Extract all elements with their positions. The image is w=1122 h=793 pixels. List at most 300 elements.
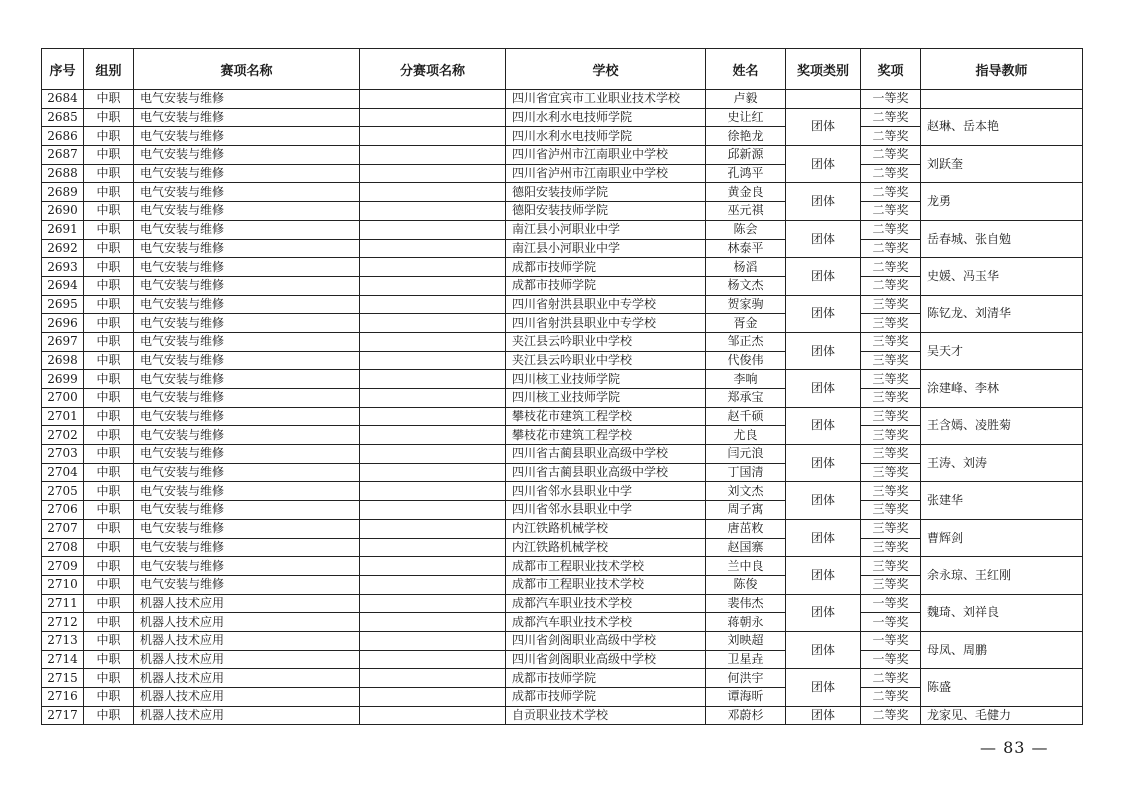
cell-name: 卫星垚 [706, 650, 786, 669]
table-row [42, 594, 1083, 613]
cell-group: 中职 [84, 202, 134, 221]
cell-group: 中职 [84, 276, 134, 295]
cell-event: 机器人技术应用 [134, 650, 360, 669]
cell-index: 2710 [42, 575, 84, 594]
cell-award: 二等奖 [861, 164, 921, 183]
cell-award: 二等奖 [861, 669, 921, 688]
cell-school: 成都市技师学院 [506, 276, 706, 295]
cell-name: 杨文杰 [706, 276, 786, 295]
cell-group: 中职 [84, 90, 134, 109]
cell-school: 夹江县云吟职业中学校 [506, 351, 706, 370]
cell-name: 代俊伟 [706, 351, 786, 370]
cell-sub-event [360, 146, 506, 165]
cell-name: 贺家驹 [706, 295, 786, 314]
cell-sub-event [360, 688, 506, 707]
cell-teacher: 母凤、周鹏 [921, 631, 1083, 668]
cell-sub-event [360, 389, 506, 408]
cell-teacher: 王含嫣、凌胜菊 [921, 407, 1083, 444]
cell-event: 机器人技术应用 [134, 688, 360, 707]
cell-name: 裴伟杰 [706, 594, 786, 613]
cell-award-category [786, 90, 861, 109]
cell-award: 二等奖 [861, 258, 921, 277]
cell-event: 电气安装与维修 [134, 389, 360, 408]
cell-school: 夹江县云吟职业中学校 [506, 332, 706, 351]
cell-event: 电气安装与维修 [134, 445, 360, 464]
cell-sub-event [360, 164, 506, 183]
cell-award: 三等奖 [861, 501, 921, 520]
cell-group: 中职 [84, 332, 134, 351]
cell-school: 四川省射洪县职业中专学校 [506, 314, 706, 333]
cell-index: 2713 [42, 631, 84, 650]
cell-name: 蒋朝永 [706, 613, 786, 632]
table-row [42, 445, 1083, 464]
cell-award: 二等奖 [861, 202, 921, 221]
cell-teacher: 魏琦、刘祥良 [921, 594, 1083, 631]
cell-award: 三等奖 [861, 295, 921, 314]
cell-group: 中职 [84, 351, 134, 370]
cell-group: 中职 [84, 575, 134, 594]
cell-sub-event [360, 295, 506, 314]
cell-group: 中职 [84, 669, 134, 688]
cell-name: 卢毅 [706, 90, 786, 109]
cell-name: 兰中良 [706, 557, 786, 576]
table-row [42, 258, 1083, 277]
cell-event: 机器人技术应用 [134, 631, 360, 650]
cell-award: 三等奖 [861, 445, 921, 464]
cell-school: 四川省剑阁职业高级中学校 [506, 631, 706, 650]
cell-sub-event [360, 239, 506, 258]
cell-sub-event [360, 183, 506, 202]
cell-school: 四川水利水电技师学院 [506, 108, 706, 127]
cell-group: 中职 [84, 258, 134, 277]
cell-group: 中职 [84, 426, 134, 445]
cell-sub-event [360, 351, 506, 370]
cell-group: 中职 [84, 164, 134, 183]
cell-name: 赵国寨 [706, 538, 786, 557]
cell-event: 电气安装与维修 [134, 295, 360, 314]
cell-name: 闫元浪 [706, 445, 786, 464]
cell-name: 谭海昕 [706, 688, 786, 707]
cell-event: 电气安装与维修 [134, 557, 360, 576]
cell-group: 中职 [84, 314, 134, 333]
cell-award: 三等奖 [861, 370, 921, 389]
table-row [42, 108, 1083, 127]
cell-award: 二等奖 [861, 146, 921, 165]
cell-sub-event [360, 220, 506, 239]
cell-group: 中职 [84, 631, 134, 650]
cell-sub-event [360, 613, 506, 632]
header-row [42, 49, 1083, 90]
cell-event: 电气安装与维修 [134, 501, 360, 520]
cell-event: 电气安装与维修 [134, 164, 360, 183]
cell-index: 2714 [42, 650, 84, 669]
cell-school: 四川省宜宾市工业职业技术学校 [506, 90, 706, 109]
cell-event: 电气安装与维修 [134, 370, 360, 389]
cell-group: 中职 [84, 501, 134, 520]
header-cell-school: 学校 [506, 49, 706, 90]
cell-award: 二等奖 [861, 276, 921, 295]
cell-teacher: 曹辉剑 [921, 519, 1083, 556]
cell-award-category: 团体 [786, 557, 861, 594]
cell-event: 电气安装与维修 [134, 426, 360, 445]
cell-name: 唐茁敉 [706, 519, 786, 538]
header-cell-teacher: 指导教师 [921, 49, 1083, 90]
cell-index: 2712 [42, 613, 84, 632]
cell-school: 四川省泸州市江南职业中学校 [506, 146, 706, 165]
cell-sub-event [360, 501, 506, 520]
cell-school: 内江铁路机械学校 [506, 538, 706, 557]
cell-award: 三等奖 [861, 463, 921, 482]
cell-name: 邓蔚杉 [706, 706, 786, 725]
cell-award: 二等奖 [861, 183, 921, 202]
header-cell-award-category: 奖项类别 [786, 49, 861, 90]
cell-index: 2692 [42, 239, 84, 258]
table-row [42, 631, 1083, 650]
cell-teacher: 岳春城、张自勉 [921, 220, 1083, 257]
cell-sub-event [360, 557, 506, 576]
cell-index: 2698 [42, 351, 84, 370]
cell-sub-event [360, 631, 506, 650]
table-row [42, 706, 1083, 725]
cell-event: 电气安装与维修 [134, 220, 360, 239]
cell-award-category: 团体 [786, 146, 861, 183]
cell-group: 中职 [84, 463, 134, 482]
cell-teacher: 余永琼、王红刚 [921, 557, 1083, 594]
cell-index: 2694 [42, 276, 84, 295]
cell-event: 电气安装与维修 [134, 90, 360, 109]
cell-teacher: 涂建峰、李林 [921, 370, 1083, 407]
cell-sub-event [360, 482, 506, 501]
cell-school: 四川水利水电技师学院 [506, 127, 706, 146]
cell-index: 2715 [42, 669, 84, 688]
cell-event: 机器人技术应用 [134, 613, 360, 632]
header-cell-event: 赛项名称 [134, 49, 360, 90]
cell-sub-event [360, 258, 506, 277]
cell-group: 中职 [84, 706, 134, 725]
cell-award: 三等奖 [861, 332, 921, 351]
cell-award-category: 团体 [786, 183, 861, 220]
table-row [42, 519, 1083, 538]
cell-award: 三等奖 [861, 407, 921, 426]
cell-name: 李响 [706, 370, 786, 389]
cell-index: 2703 [42, 445, 84, 464]
cell-index: 2691 [42, 220, 84, 239]
cell-award: 三等奖 [861, 351, 921, 370]
cell-school: 自贡职业技术学校 [506, 706, 706, 725]
header-cell-group: 组别 [84, 49, 134, 90]
cell-school: 四川省古蔺县职业高级中学校 [506, 463, 706, 482]
cell-award: 二等奖 [861, 688, 921, 707]
cell-sub-event [360, 90, 506, 109]
cell-award-category: 团体 [786, 445, 861, 482]
cell-school: 四川省邻水县职业中学 [506, 482, 706, 501]
cell-sub-event [360, 463, 506, 482]
header-cell-name: 姓名 [706, 49, 786, 90]
cell-school: 四川省邻水县职业中学 [506, 501, 706, 520]
cell-index: 2687 [42, 146, 84, 165]
cell-name: 胥金 [706, 314, 786, 333]
cell-school: 成都汽车职业技术学校 [506, 594, 706, 613]
cell-sub-event [360, 669, 506, 688]
cell-school: 成都汽车职业技术学校 [506, 613, 706, 632]
cell-sub-event [360, 575, 506, 594]
cell-award: 一等奖 [861, 613, 921, 632]
cell-index: 2708 [42, 538, 84, 557]
cell-school: 内江铁路机械学校 [506, 519, 706, 538]
cell-name: 林泰平 [706, 239, 786, 258]
cell-index: 2707 [42, 519, 84, 538]
cell-award: 三等奖 [861, 519, 921, 538]
cell-event: 电气安装与维修 [134, 239, 360, 258]
cell-name: 陈会 [706, 220, 786, 239]
cell-award-category: 团体 [786, 519, 861, 556]
cell-award-category: 团体 [786, 706, 861, 725]
cell-event: 电气安装与维修 [134, 258, 360, 277]
cell-sub-event [360, 519, 506, 538]
cell-award-category: 团体 [786, 220, 861, 257]
cell-group: 中职 [84, 146, 134, 165]
cell-name: 巫元祺 [706, 202, 786, 221]
cell-sub-event [360, 314, 506, 333]
cell-award-category: 团体 [786, 669, 861, 706]
cell-group: 中职 [84, 519, 134, 538]
cell-school: 四川省剑阁职业高级中学校 [506, 650, 706, 669]
cell-event: 电气安装与维修 [134, 127, 360, 146]
cell-award: 一等奖 [861, 90, 921, 109]
cell-name: 赵千硕 [706, 407, 786, 426]
cell-name: 丁国清 [706, 463, 786, 482]
cell-index: 2689 [42, 183, 84, 202]
table-row [42, 90, 1083, 109]
cell-teacher: 陈盛 [921, 669, 1083, 706]
cell-event: 机器人技术应用 [134, 669, 360, 688]
cell-name: 杨滔 [706, 258, 786, 277]
table-row [42, 220, 1083, 239]
cell-event: 电气安装与维修 [134, 108, 360, 127]
cell-group: 中职 [84, 295, 134, 314]
cell-sub-event [360, 276, 506, 295]
cell-group: 中职 [84, 389, 134, 408]
cell-award: 二等奖 [861, 127, 921, 146]
table-row [42, 482, 1083, 501]
cell-school: 成都市工程职业技术学校 [506, 575, 706, 594]
cell-group: 中职 [84, 482, 134, 501]
cell-group: 中职 [84, 594, 134, 613]
cell-award-category: 团体 [786, 258, 861, 295]
cell-group: 中职 [84, 220, 134, 239]
cell-award: 三等奖 [861, 557, 921, 576]
header-cell-index: 序号 [42, 49, 84, 90]
cell-sub-event [360, 426, 506, 445]
cell-school: 四川省泸州市江南职业中学校 [506, 164, 706, 183]
cell-index: 2699 [42, 370, 84, 389]
cell-award-category: 团体 [786, 332, 861, 369]
cell-event: 电气安装与维修 [134, 183, 360, 202]
cell-event: 机器人技术应用 [134, 706, 360, 725]
cell-award-category: 团体 [786, 594, 861, 631]
cell-award: 一等奖 [861, 650, 921, 669]
cell-award: 三等奖 [861, 538, 921, 557]
cell-event: 电气安装与维修 [134, 575, 360, 594]
cell-event: 电气安装与维修 [134, 463, 360, 482]
cell-teacher: 史媛、冯玉华 [921, 258, 1083, 295]
cell-name: 邱新源 [706, 146, 786, 165]
cell-award: 二等奖 [861, 239, 921, 258]
cell-index: 2706 [42, 501, 84, 520]
cell-index: 2688 [42, 164, 84, 183]
cell-name: 周子寓 [706, 501, 786, 520]
cell-name: 孔鸿平 [706, 164, 786, 183]
cell-event: 电气安装与维修 [134, 332, 360, 351]
cell-index: 2717 [42, 706, 84, 725]
cell-index: 2690 [42, 202, 84, 221]
cell-award: 一等奖 [861, 631, 921, 650]
cell-name: 刘映超 [706, 631, 786, 650]
cell-sub-event [360, 332, 506, 351]
cell-school: 四川省射洪县职业中专学校 [506, 295, 706, 314]
cell-name: 邹正杰 [706, 332, 786, 351]
cell-school: 攀枝花市建筑工程学校 [506, 407, 706, 426]
cell-index: 2693 [42, 258, 84, 277]
table-row [42, 669, 1083, 688]
cell-name: 何洪宇 [706, 669, 786, 688]
cell-sub-event [360, 108, 506, 127]
cell-event: 电气安装与维修 [134, 202, 360, 221]
cell-teacher: 刘跃奎 [921, 146, 1083, 183]
cell-index: 2686 [42, 127, 84, 146]
cell-index: 2701 [42, 407, 84, 426]
cell-group: 中职 [84, 183, 134, 202]
page-number: — 83 — [980, 738, 1049, 757]
cell-sub-event [360, 127, 506, 146]
table-row [42, 146, 1083, 165]
cell-sub-event [360, 706, 506, 725]
cell-index: 2697 [42, 332, 84, 351]
table-body [42, 90, 1083, 725]
cell-name: 陈俊 [706, 575, 786, 594]
cell-award: 二等奖 [861, 108, 921, 127]
cell-teacher: 龙家见、毛健力 [921, 706, 1083, 725]
cell-school: 南江县小河职业中学 [506, 220, 706, 239]
cell-award-category: 团体 [786, 482, 861, 519]
cell-teacher: 张建华 [921, 482, 1083, 519]
cell-name: 刘文杰 [706, 482, 786, 501]
table-row [42, 407, 1083, 426]
cell-school: 成都市技师学院 [506, 258, 706, 277]
cell-group: 中职 [84, 108, 134, 127]
cell-event: 机器人技术应用 [134, 594, 360, 613]
cell-name: 徐艳龙 [706, 127, 786, 146]
cell-index: 2716 [42, 688, 84, 707]
cell-index: 2685 [42, 108, 84, 127]
cell-index: 2709 [42, 557, 84, 576]
table-row [42, 183, 1083, 202]
cell-award-category: 团体 [786, 295, 861, 332]
cell-sub-event [360, 594, 506, 613]
cell-index: 2704 [42, 463, 84, 482]
cell-index: 2695 [42, 295, 84, 314]
cell-group: 中职 [84, 407, 134, 426]
cell-index: 2702 [42, 426, 84, 445]
cell-award-category: 团体 [786, 370, 861, 407]
table-row [42, 332, 1083, 351]
cell-sub-event [360, 407, 506, 426]
cell-school: 南江县小河职业中学 [506, 239, 706, 258]
cell-index: 2700 [42, 389, 84, 408]
cell-school: 四川核工业技师学院 [506, 389, 706, 408]
cell-group: 中职 [84, 239, 134, 258]
cell-school: 成都市技师学院 [506, 669, 706, 688]
cell-teacher: 赵琳、岳本艳 [921, 108, 1083, 145]
cell-award: 三等奖 [861, 575, 921, 594]
cell-sub-event [360, 445, 506, 464]
cell-award-category: 团体 [786, 407, 861, 444]
cell-index: 2705 [42, 482, 84, 501]
cell-teacher [921, 90, 1083, 109]
cell-index: 2696 [42, 314, 84, 333]
cell-award: 三等奖 [861, 482, 921, 501]
award-table [41, 48, 1083, 725]
cell-sub-event [360, 650, 506, 669]
table-row [42, 557, 1083, 576]
cell-award: 二等奖 [861, 220, 921, 239]
table-row [42, 295, 1083, 314]
cell-school: 攀枝花市建筑工程学校 [506, 426, 706, 445]
cell-sub-event [360, 202, 506, 221]
cell-event: 电气安装与维修 [134, 519, 360, 538]
cell-teacher: 王涛、刘涛 [921, 445, 1083, 482]
cell-event: 电气安装与维修 [134, 276, 360, 295]
cell-group: 中职 [84, 650, 134, 669]
cell-event: 电气安装与维修 [134, 351, 360, 370]
cell-school: 四川省古蔺县职业高级中学校 [506, 445, 706, 464]
cell-name: 黄金良 [706, 183, 786, 202]
cell-school: 成都市工程职业技术学校 [506, 557, 706, 576]
cell-school: 四川核工业技师学院 [506, 370, 706, 389]
cell-group: 中职 [84, 538, 134, 557]
cell-event: 电气安装与维修 [134, 482, 360, 501]
cell-index: 2684 [42, 90, 84, 109]
header-cell-award: 奖项 [861, 49, 921, 90]
cell-sub-event [360, 370, 506, 389]
header-cell-sub-event: 分赛项名称 [360, 49, 506, 90]
cell-event: 电气安装与维修 [134, 538, 360, 557]
cell-teacher: 陈钇龙、刘清华 [921, 295, 1083, 332]
cell-teacher: 吴天才 [921, 332, 1083, 369]
cell-group: 中职 [84, 557, 134, 576]
cell-award: 三等奖 [861, 314, 921, 333]
cell-group: 中职 [84, 370, 134, 389]
cell-school: 成都市技师学院 [506, 688, 706, 707]
cell-group: 中职 [84, 127, 134, 146]
cell-award: 三等奖 [861, 389, 921, 408]
cell-event: 电气安装与维修 [134, 146, 360, 165]
cell-group: 中职 [84, 688, 134, 707]
cell-award: 三等奖 [861, 426, 921, 445]
table-row [42, 370, 1083, 389]
cell-school: 德阳安装技师学院 [506, 183, 706, 202]
cell-event: 电气安装与维修 [134, 314, 360, 333]
cell-index: 2711 [42, 594, 84, 613]
cell-name: 史让红 [706, 108, 786, 127]
cell-sub-event [360, 538, 506, 557]
cell-school: 德阳安装技师学院 [506, 202, 706, 221]
cell-award-category: 团体 [786, 108, 861, 145]
cell-award: 一等奖 [861, 594, 921, 613]
cell-group: 中职 [84, 613, 134, 632]
cell-name: 郑承宝 [706, 389, 786, 408]
cell-teacher: 龙勇 [921, 183, 1083, 220]
